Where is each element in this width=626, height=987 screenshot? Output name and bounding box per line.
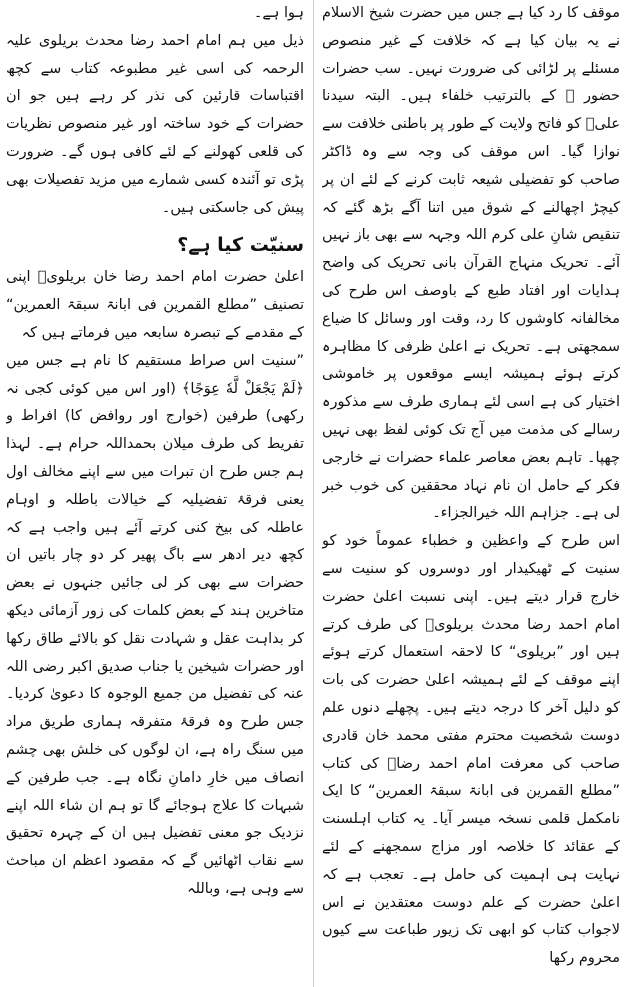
section-heading: سنیّت کیا ہے؟ [177,234,304,257]
right-paragraph-2: اس طرح کے واعظین و خطباء عموماً خود کو سنیت کے ٹھیکیدار اور دوسروں کو سنیت سے خارج قرار دیتے ہیں۔ اپنی نسبت اعلیٰ حضرت امام احمد رضا محدث بریلویؒ کی طرف کرتے ہیں اور ”بریلوی“ کا لاحقہ استعمال کرتے ہوئے اپنے موقف کے لئے ہمیشہ اعلیٰ حضرت کی بات کو دلیل آخر کا درجہ دیتے ہیں۔ پچھلے دنوں علم دوست شخصیت محترم مفتی محمد خان قادری صاحب کی معرفت امام احمد رضاؒ کی کتاب ”مطلع القمرین فی ابانۃ سبقۃ العمرین“ کا ایک نامکمل قلمی نسخہ میسر آیا۔ یہ کتاب اہلسنت کے عقائد کا خلاصہ اور مزاج سمجھنے کے لئے نہایت ہی اہمیت کی حامل ہے۔ تعجب ہے کہ اعلیٰ حضرت کے علم دوست معتقدین نے اس لاجواب کتاب کو ابھی تک زیور طباعت سے کیوں محروم رکھا [322,533,620,967]
column-divider [313,0,314,987]
right-column [322,0,620,987]
left-body-paragraph-2: ”سنیت اس صراط مستقیم کا نام ہے جس میں ﴿لَمْ یَجْعَلْ لَّهٗ عِوَجًا﴾ (اور اس میں کوئی کجی نہ رکھی) طرفین (خوارج اور روافض کا) افراط و تفریط کی طرف میلان بحمداللہ حرام ہے۔ لہذا ہم جس طرح ان تبرات میں سے اپنے مخالف اول یعنی فرقۂ تفضیلیہ کے خیالات باطلہ و اوہام عاطلہ کی بیخ کنی کرتے آئے ہیں واجب ہے کہ کچھ دیر ادھر سے باگ پھیر کر دو چار باتیں ان حضرات سے بھی کر لی جائیں جنہوں نے بعض متاخرین ہند کے بعض کلمات کی زور آزمائی دیکھ کر بداہت عقل و شہادت نقل کو بالائے طاق رکھا اور حضرات شیخین یا جناب صدیق اکبر رضی اللہ عنہ کی تفضیل من جمیع الوجوہ کا دعویٰ کردیا۔ جس طرح وہ فرقۂ متفرقہ ہماری طریق مراد میں سنگ راہ ہے، ان لوگوں کی خلش بھی چشم انصاف میں خارِ دامانِ نگاہ ہے۔ جب طرفین کے شبہات کا علاج ہوجائے گا تو ہم ان شاء اللہ اپنے نزدیک جو معنی تفضیل ہیں ان کے چہرہ تحقیق سے نقاب اٹھائیں گے کہ مقصود اعظم ان مباحث سے وہی ہے، وباللہ [6,352,304,897]
left-intro-paragraph-2: ذیل میں ہم امام احمد رضا محدث بریلوی علیہ الرحمہ کی اسی غیر مطبوعہ کتاب سے کچھ اقتباسات قارئین کی نذر کر رہے ہیں جو ان حضرات کے خود ساختہ اور غیر منصوص نظریات کی قلعی کھولنے کے لئے کافی ہوں گے۔ ضرورت پڑی تو آئندہ کسی شمارے میں مزید تفصیلات بھی پیش کی جاسکتی ہیں۔ [6,32,304,216]
left-column [6,0,304,987]
left-intro-paragraph-1: ہوا ہے۔ [253,5,304,21]
left-body-paragraph-1: اعلیٰ حضرت امام احمد رضا خان بریلویؒ اپنی تصنیف ”مطلع القمرین فی ابانۃ سبقۃ العمرین“ کے مقدمے کے تبصرہ سابعہ میں فرماتے ہیں کہ [6,269,304,341]
right-paragraph-1: موقف کا رد کیا ہے جس میں حضرت شیخ الاسلام نے یہ بیان کیا ہے کہ خلافت کے غیر منصوص مسئلے پر لڑائی کی ضرورت نہیں۔ سب حضرات حضور ﷺ کے بالترتیب خلفاء ہیں۔ البتہ سیدنا علیؓ کو فاتح ولایت کے طور پر باطنی خلافت سے نوازا گیا۔ اس موقف کی وجہ سے وہ ڈاکٹر صاحب کو تفضیلی شیعہ ثابت کرنے کے لئے ان پر کیچڑ اچھالنے کے شوق میں اتنا آگے بڑھ گئے کہ تنقیص شانِ علی کرم اللہ وجہہ سے بھی باز نہیں آئے۔ تحریک منہاج القرآن بانی تحریک کی واضح ہدایات اور افتاد طبع کے باوصف اس طرح کی مخالفانہ کاوشوں کا رد، وقت اور وسائل کا ضیاع سمجھتی ہے۔ تحریک نے اعلیٰ ظرفی کا مظاہرہ کرتے ہوئے ہمیشہ ایسے موقعوں پر خاموشی اختیار کی ہے اسی لئے ہماری طرف سے مذکورہ رسالے کی مذمت میں آج تک کوئی لفظ بھی نہیں چھپا۔ تاہم بعض معاصر علماء حضرات نے خارجی فکر کے حامل ان نام نہاد محققین کی خوب خبر لی ہے۔ جزاہم اللہ خیرالجزاء۔ [322,5,620,522]
